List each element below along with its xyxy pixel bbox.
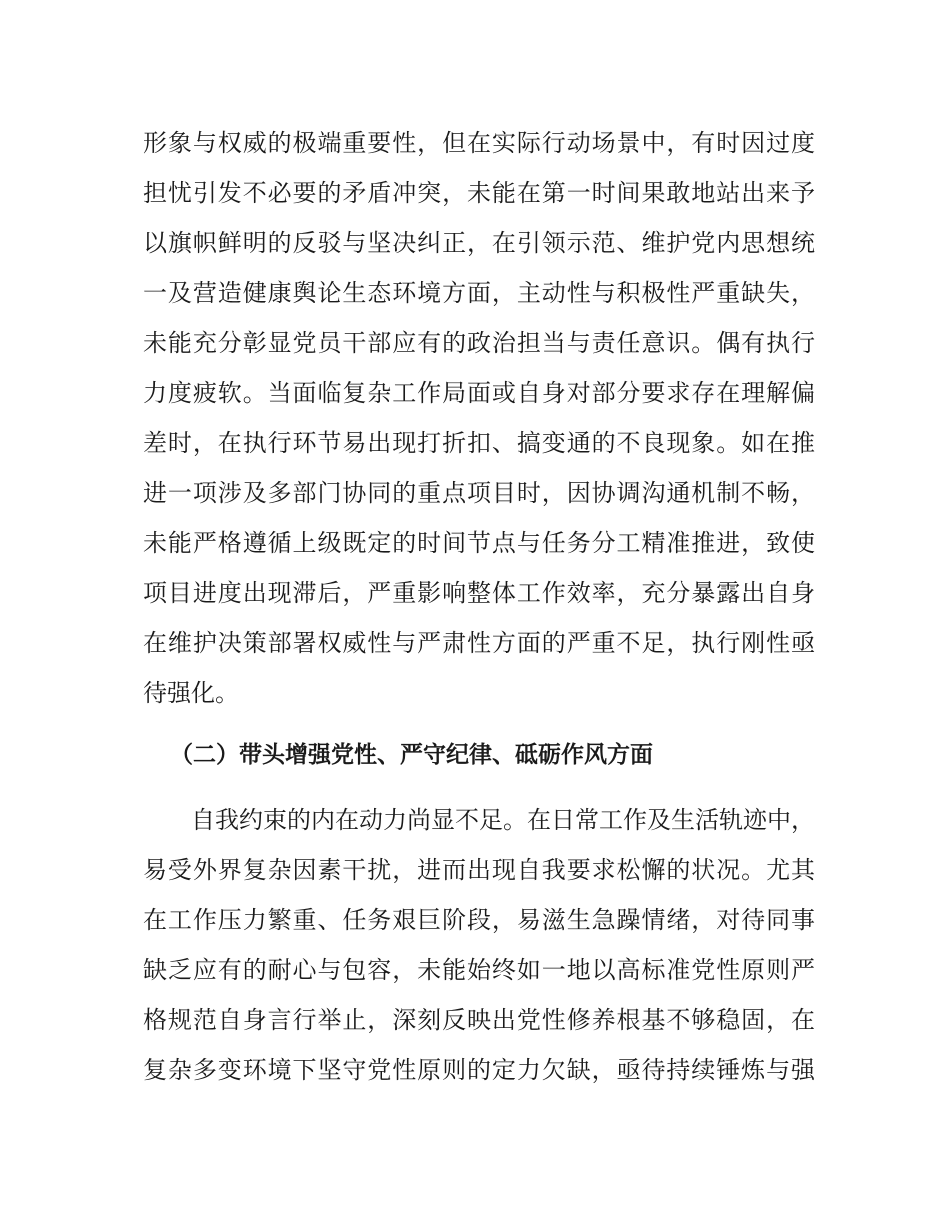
paragraph-1-line-10: 项目进度出现滞后，严重影响整体工作效率，充分暴露出自身 <box>143 579 815 607</box>
paragraph-1-line-1: 形象与权威的极端重要性，但在实际行动场景中，有时因过度 <box>143 129 815 157</box>
paragraph-1-line-4: 一及营造健康舆论生态环境方面，主动性与积极性严重缺失， <box>143 279 815 307</box>
paragraph-2-line-4: 缺乏应有的耐心与包容，未能始终如一地以高标准党性原则严 <box>143 956 815 984</box>
paragraph-2-line-1: 自我约束的内在动力尚显不足。在日常工作及生活轨迹中， <box>191 806 815 834</box>
paragraph-2-line-5: 格规范自身言行举止，深刻反映出党性修养根基不够稳固，在 <box>143 1006 815 1034</box>
section-heading: （二）带头增强党性、严守纪律、砥砺作风方面 <box>170 742 653 768</box>
paragraph-2-line-2: 易受外界复杂因素干扰，进而出现自我要求松懈的状况。尤其 <box>143 856 815 884</box>
paragraph-1-line-11: 在维护决策部署权威性与严肃性方面的严重不足，执行刚性亟 <box>143 629 815 657</box>
paragraph-1-line-3: 以旗帜鲜明的反驳与坚决纠正，在引领示范、维护党内思想统 <box>143 229 815 257</box>
paragraph-1-line-9: 未能严格遵循上级既定的时间节点与任务分工精准推进，致使 <box>143 529 815 557</box>
paragraph-1-line-7: 差时，在执行环节易出现打折扣、搞变通的不良现象。如在推 <box>143 429 815 457</box>
paragraph-1-line-6: 力度疲软。当面临复杂工作局面或自身对部分要求存在理解偏 <box>143 379 815 407</box>
paragraph-1-line-12: 待强化。 <box>143 679 239 707</box>
paragraph-2-line-6: 复杂多变环境下坚守党性原则的定力欠缺，亟待持续锤炼与强 <box>143 1056 815 1084</box>
paragraph-1-line-5: 未能充分彰显党员干部应有的政治担当与责任意识。偶有执行 <box>143 329 815 357</box>
paragraph-1-line-8: 进一项涉及多部门协同的重点项目时，因协调沟通机制不畅， <box>143 479 815 507</box>
paragraph-2-line-3: 在工作压力繁重、任务艰巨阶段，易滋生急躁情绪，对待同事 <box>143 906 815 934</box>
paragraph-1-line-2: 担忧引发不必要的矛盾冲突，未能在第一时间果敢地站出来予 <box>143 179 815 207</box>
